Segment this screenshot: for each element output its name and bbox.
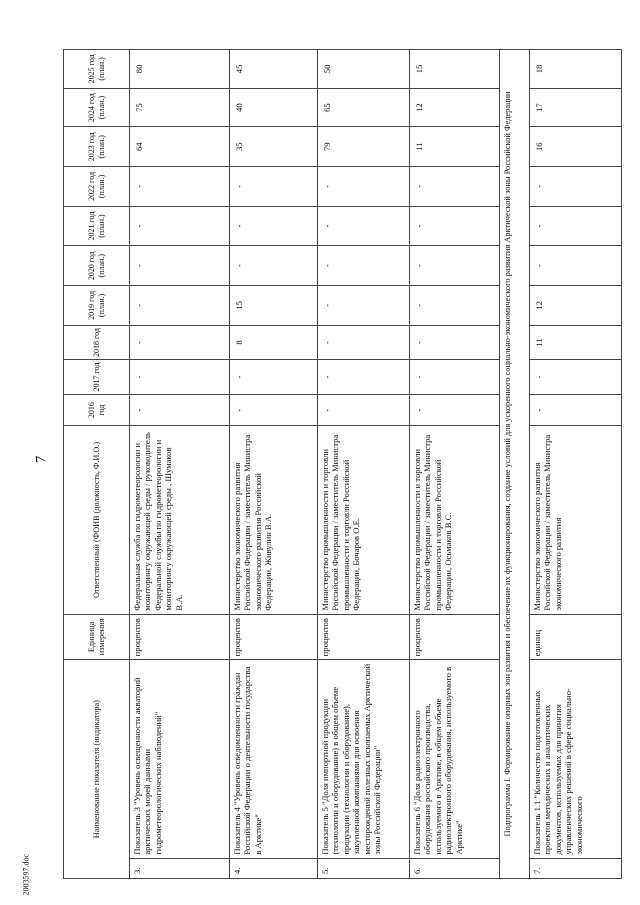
value-cell: - (230, 360, 318, 395)
value-cell: 64 (130, 127, 230, 167)
table-row (318, 50, 410, 879)
value-cell: 11 (530, 325, 622, 360)
value-cell: - (410, 286, 500, 326)
value-cell: - (230, 394, 318, 426)
value-cell: - (130, 246, 230, 286)
value-cell: - (130, 394, 230, 426)
row-number: 3. (130, 858, 230, 878)
value-cell: 75 (130, 88, 230, 127)
value-cell: - (318, 360, 410, 395)
value-cell: - (318, 206, 410, 246)
unit-cell: процентов (230, 614, 318, 660)
table-row (530, 50, 622, 879)
header-year: 2022 год (план.) (64, 167, 130, 207)
value-cell: 79 (318, 127, 410, 167)
table-row (230, 50, 318, 879)
value-cell: - (230, 246, 318, 286)
value-cell: 45 (230, 50, 318, 89)
unit-cell: процентов (130, 614, 230, 660)
value-cell: 35 (230, 127, 318, 167)
unit-cell: процентов (410, 614, 500, 660)
value-cell: - (410, 206, 500, 246)
indicator-name: Показатель 5 "Доля импортной продукции (технологии и оборудование) в общем объеме продукции (технологии и оборудование), закупленной компаниями для освоения месторождений полезных ископаемых Арктической зоны Российской Федерации" (318, 660, 410, 858)
value-cell: - (410, 246, 500, 286)
value-cell: - (318, 325, 410, 360)
row-number: 5. (318, 858, 410, 878)
value-cell: - (130, 286, 230, 326)
value-cell: 18 (530, 50, 622, 89)
indicator-name: Показатель 3 "Уровень освещенности акваторий арктических морей данными гидрометеорологических наблюдений" (130, 660, 230, 858)
indicator-name: Показатель 6 "Доля радиоэлектронного оборудования российского производства, используемого в Арктике, в общем объеме радиоэлектронного оборудования, используемого в Арктике" (410, 660, 500, 858)
responsible-cell: Федеральная служба по гидрометеорологии и мониторингу окружающей среды / руководитель Федеральной службы по гидрометеорологии и мониторингу окружающей среды , Шумаков В.А. (130, 426, 230, 614)
value-cell: 8 (230, 325, 318, 360)
value-cell: - (130, 360, 230, 395)
value-cell: 15 (410, 50, 500, 89)
header-year: 2018 год (64, 325, 130, 360)
value-cell: 15 (230, 286, 318, 326)
file-name: 2003597.doc (21, 853, 31, 896)
value-cell: 40 (230, 88, 318, 127)
value-cell: - (230, 206, 318, 246)
rotated-table-container (63, 49, 625, 879)
value-cell: - (530, 360, 622, 395)
responsible-cell: Министерство промышленности и торговли Российской Федерации / заместитель Министра промышленности и торговли Российской Федерации, Бочаров О.Е. (318, 426, 410, 614)
indicator-name: Показатель 4 "Уровень осведомленности граждан Российской Федерации о деятельности государства в Арктике" (230, 660, 318, 858)
header-responsible: Ответственный (ФОИВ (должность, Ф.И.О.) (64, 426, 130, 614)
page-number: 7 (33, 455, 50, 464)
value-cell: - (410, 360, 500, 395)
value-cell: - (410, 325, 500, 360)
value-cell: - (530, 167, 622, 207)
value-cell: - (230, 167, 318, 207)
responsible-cell: Министерство экономического развития Российской Федерации / заместитель Министра экономического развития Российской Федерации, Живулин В.А. (230, 426, 318, 614)
header-unit: Единица измерения (64, 614, 130, 660)
value-cell: - (410, 167, 500, 207)
row-number: 7. (530, 858, 622, 878)
value-cell: - (130, 167, 230, 207)
row-number: 6. (410, 858, 500, 878)
value-cell: 65 (318, 88, 410, 127)
header-name: Наименование показателя (индикатора) (64, 660, 130, 879)
value-cell: - (318, 394, 410, 426)
unit-cell: единиц (530, 614, 622, 660)
value-cell: 16 (530, 127, 622, 167)
value-cell: 80 (130, 50, 230, 89)
table-row (130, 50, 230, 879)
header-year: 2023 год (план.) (64, 127, 130, 167)
responsible-cell: Министерство промышленности и торговли Российской Федерации / заместитель Министра промышленности и торговли Российской Федерации, Осьмаков В.С. (410, 426, 500, 614)
value-cell: - (318, 286, 410, 326)
row-number: 4. (230, 858, 318, 878)
value-cell: - (318, 246, 410, 286)
value-cell: - (410, 394, 500, 426)
value-cell: 17 (530, 88, 622, 127)
value-cell: - (130, 206, 230, 246)
responsible-cell: Министерство экономического развития Российской Федерации / заместитель Министра экономического развития (530, 426, 622, 614)
value-cell: - (130, 325, 230, 360)
header-year: 2017 год (64, 360, 130, 395)
unit-cell: процентов (318, 614, 410, 660)
header-year: 2021 год (план.) (64, 206, 130, 246)
subprogram-row (500, 50, 530, 879)
header-year: 2024 год (план.) (64, 88, 130, 127)
subprogram-title: Подпрограмма I. Формирование опорных зон развития и обеспечение их функционирования, создание условий для ускоренного социально-экономического развития Арктической зоны Российской Федерации (500, 50, 530, 879)
value-cell: 50 (318, 50, 410, 89)
header-year: 2025 год (план.) (64, 50, 130, 89)
value-cell: - (318, 167, 410, 207)
value-cell: 12 (410, 88, 500, 127)
header-year: 2016 год (64, 394, 130, 426)
value-cell: - (530, 246, 622, 286)
table-row (410, 50, 500, 879)
value-cell: - (530, 394, 622, 426)
value-cell: - (530, 206, 622, 246)
indicator-name: Показатель 1.1 "Количество подготовленных проектов методических и аналитических документов, используемых для принятия управленческих решений в сфере социально-экономического (530, 660, 622, 858)
header-year: 2020 год (план.) (64, 246, 130, 286)
indicator-table (63, 49, 622, 879)
value-cell: 12 (530, 286, 622, 326)
header-year: 2019 год (план.) (64, 286, 130, 326)
value-cell: 11 (410, 127, 500, 167)
header-row (64, 50, 130, 879)
